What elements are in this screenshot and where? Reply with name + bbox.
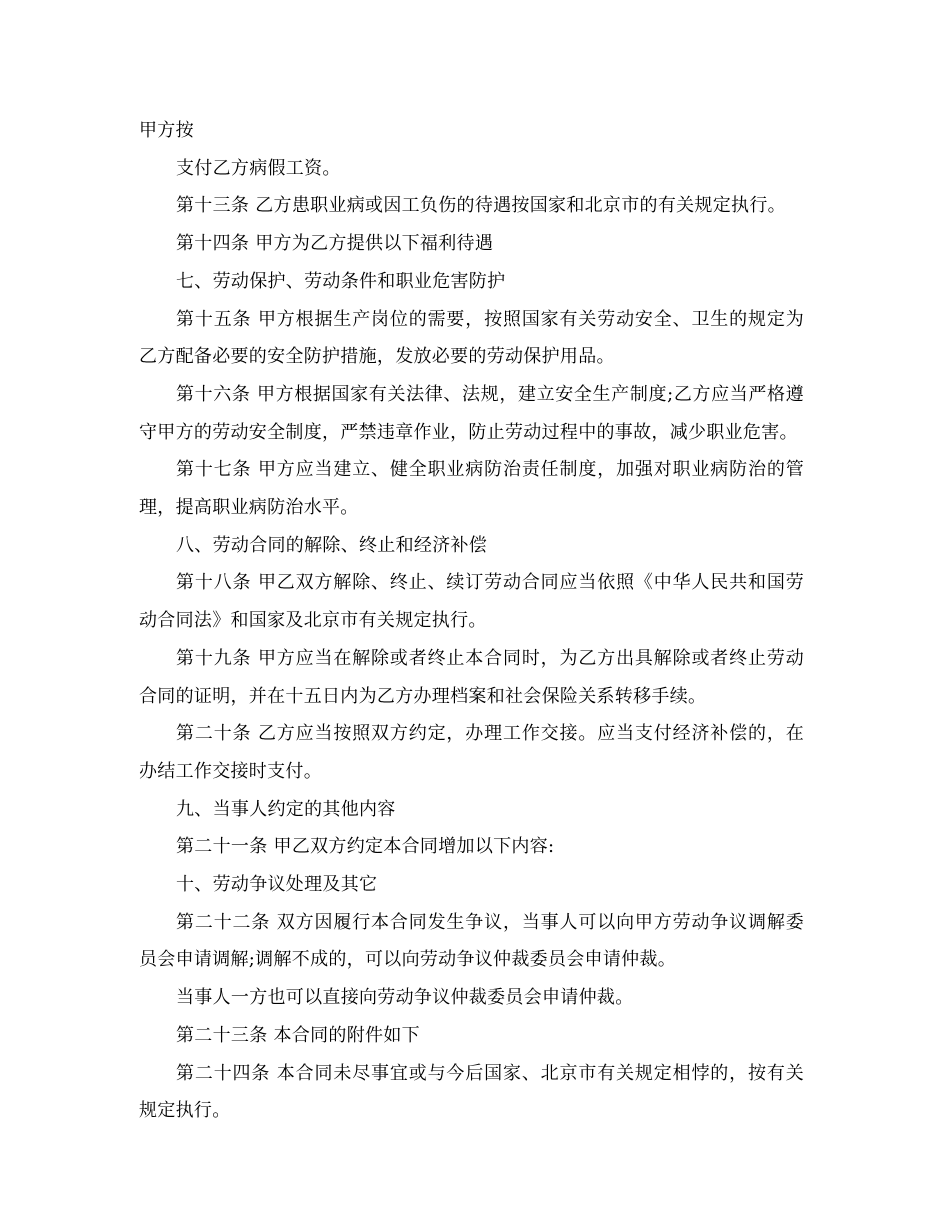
paragraph: 十、劳动争议处理及其它	[176, 874, 378, 896]
paragraph: 第二十二条 双方因履行本合同发生争议，当事人可以向甲方劳动争议调解委员会申请调解;调解不成的，可以向劳动争议仲裁委员会申请仲裁。	[139, 911, 804, 971]
paragraph: 第二十条 乙方应当按照双方约定，办理工作交接。应当支付经济补偿的，在办结工作交接时支付。	[139, 723, 804, 782]
paragraph: 第二十四条 本合同未尽事宜或与今后国家、北京市有关规定相悖的，按有关规定执行。	[139, 1062, 804, 1122]
paragraph: 甲方按	[139, 120, 194, 141]
paragraph: 第十七条 甲方应当建立、健全职业病防治责任制度，加强对职业病防治的管理，提高职业病防治水平。	[139, 459, 804, 519]
paragraph: 八、劳动合同的解除、终止和经济补偿	[176, 534, 488, 556]
paragraph: 第十六条 甲方根据国家有关法律、法规，建立安全生产制度;乙方应当严格遵守甲方的劳动安全制度，严禁违章作业，防止劳动过程中的事故，减少职业危害。	[139, 383, 804, 443]
paragraph: 第十九条 甲方应当在解除或者终止本合同时，为乙方出具解除或者终止劳动合同的证明，并在十五日内为乙方办理档案和社会保险关系转移手续。	[139, 647, 804, 707]
paragraph: 支付乙方病假工资。	[176, 157, 341, 179]
paragraph: 第二十三条 本合同的附件如下	[176, 1024, 420, 1046]
paragraph: 九、当事人约定的其他内容	[176, 798, 396, 820]
paragraph: 第十五条 甲方根据生产岗位的需要，按照国家有关劳动安全、卫生的规定为乙方配备必要的安全防护措施，发放必要的劳动保护用品。	[139, 308, 804, 368]
paragraph: 第十三条 乙方患职业病或因工负伤的待遇按国家和北京市的有关规定执行。	[176, 195, 786, 217]
paragraph: 第二十一条 甲乙双方约定本合同增加以下内容:	[176, 836, 555, 858]
paragraph: 七、劳动保护、劳动条件和职业危害防护	[176, 270, 506, 292]
paragraph: 当事人一方也可以直接向劳动争议仲裁委员会申请仲裁。	[176, 987, 634, 1009]
document-body	[139, 112, 804, 1130]
paragraph: 第十四条 甲方为乙方提供以下福利待遇	[176, 233, 494, 255]
paragraph: 第十八条 甲乙双方解除、终止、续订劳动合同应当依照《中华人民共和国劳动合同法》和国家及北京市有关规定执行。	[139, 572, 804, 632]
